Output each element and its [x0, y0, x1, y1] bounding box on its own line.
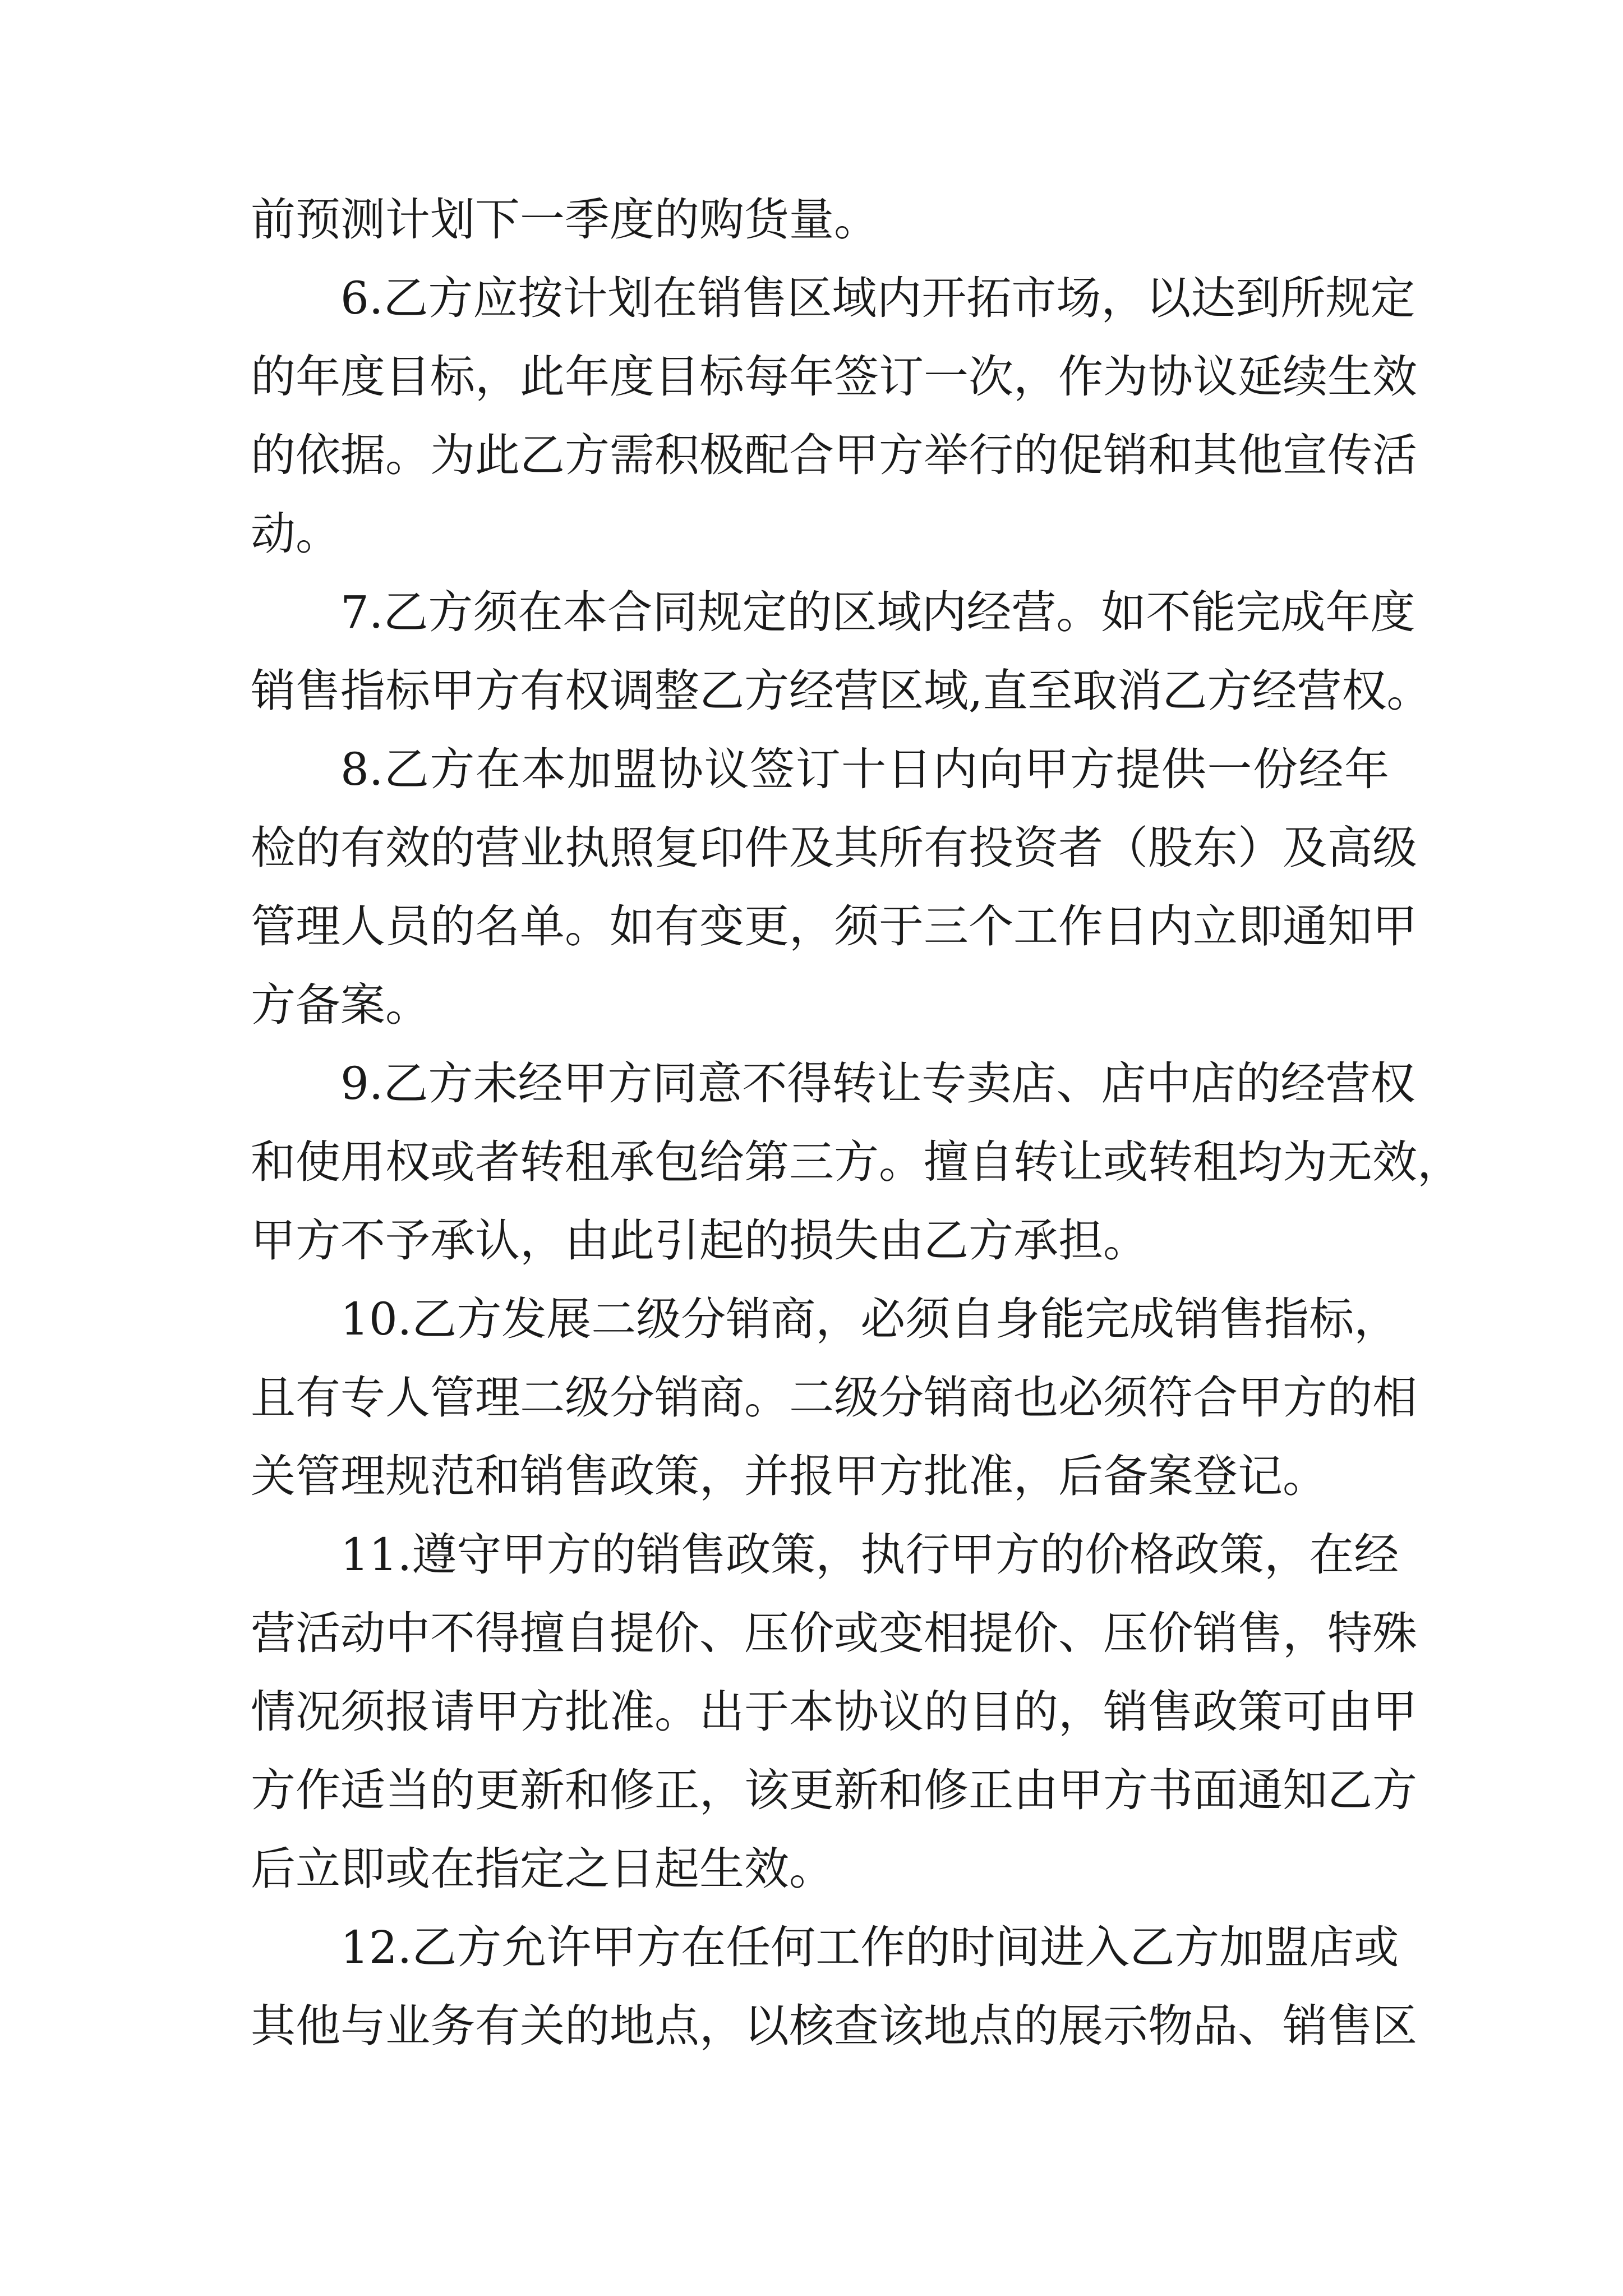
text-line: 管理人员的名单。如有变更，须于三个工作日内立即通知甲	[251, 900, 1417, 953]
text-line: 12.乙方允许甲方在任何工作的时间进入乙方加盟店或	[340, 1921, 1399, 1973]
text-line: 8.乙方在本加盟协议签订十日内向甲方提供一份经年	[340, 743, 1389, 795]
text-line: 后立即或在指定之日起生效。	[251, 1843, 834, 1895]
text-line: 动。	[251, 508, 340, 560]
text-line: 且有专人管理二级分销商。二级分销商也必须符合甲方的相	[251, 1372, 1417, 1424]
text-line: 和使用权或者转租承包给第三方。擅自转让或转租均为无效，	[251, 1136, 1462, 1188]
text-line: 7.乙方须在本合同规定的区域内经营。如不能完成年度	[340, 586, 1415, 638]
text-line: 方作适当的更新和修正，该更新和修正由甲方书面通知乙方	[251, 1764, 1417, 1816]
text-line: 10.乙方发展二级分销商，必须自身能完成销售指标，	[340, 1293, 1399, 1345]
text-line: 的年度目标，此年度目标每年签订一次，作为协议延续生效	[251, 351, 1417, 403]
text-line: 的依据。为此乙方需积极配合甲方举行的促销和其他宣传活	[251, 429, 1417, 481]
text-line: 销售指标甲方有权调整乙方经营区域,直至取消乙方经营权。	[251, 665, 1432, 717]
text-line: 9.乙方未经甲方同意不得转让专卖店、店中店的经营权	[340, 1057, 1415, 1110]
text-line: 其他与业务有关的地点，以核查该地点的展示物品、销售区	[251, 2000, 1417, 2052]
text-line: 6.乙方应按计划在销售区域内开拓市场，以达到所规定	[340, 272, 1415, 324]
text-line: 11.遵守甲方的销售政策，执行甲方的价格政策，在经	[340, 1529, 1399, 1581]
text-line: 方备案。	[251, 979, 430, 1031]
document-body	[251, 181, 1462, 2065]
text-line: 前预测计划下一季度的购货量。	[251, 194, 879, 246]
text-line: 甲方不予承认，由此引起的损失由乙方承担。	[251, 1214, 1148, 1267]
text-line: 检的有效的营业执照复印件及其所有投资者（股东）及高级	[251, 822, 1417, 874]
text-line: 营活动中不得擅自提价、压价或变相提价、压价销售，特殊	[251, 1607, 1417, 1659]
text-line: 情况须报请甲方批准。出于本协议的目的，销售政策可由甲	[251, 1686, 1417, 1738]
text-line: 关管理规范和销售政策，并报甲方批准，后备案登记。	[251, 1450, 1327, 1502]
